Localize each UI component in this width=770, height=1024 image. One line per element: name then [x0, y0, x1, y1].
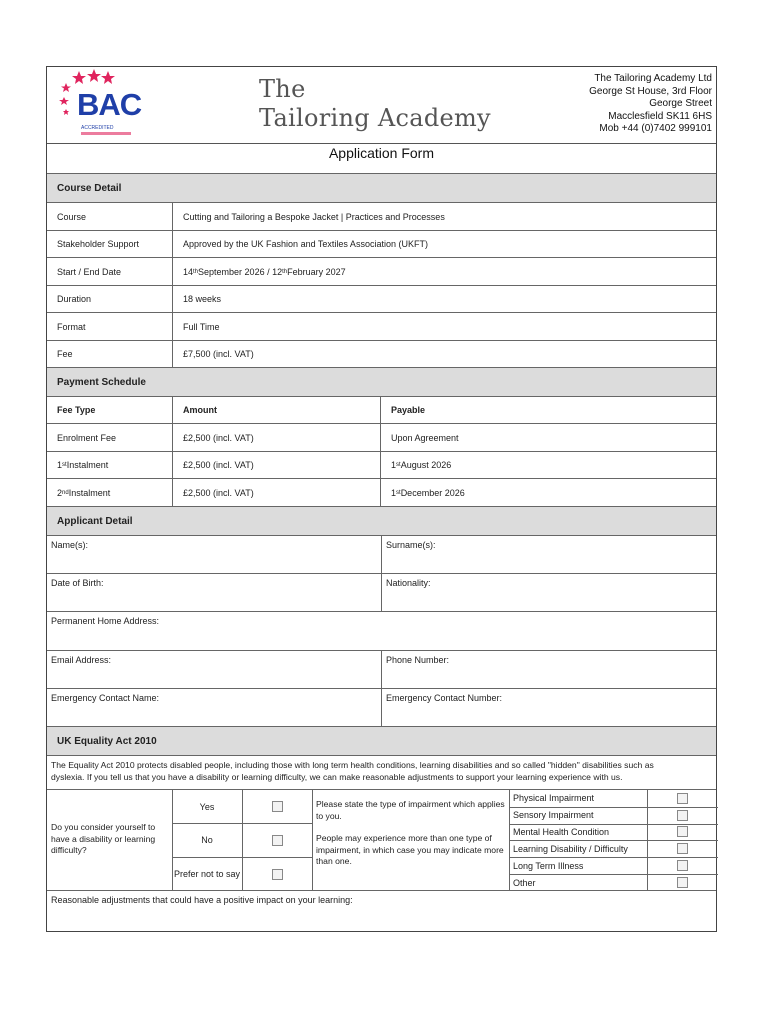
fee-type: [57, 479, 172, 506]
section-heading: Course Detail: [57, 182, 122, 194]
payment-row: [47, 424, 716, 452]
impairment-row: [509, 790, 718, 808]
course-row: [47, 203, 716, 231]
surnames-field[interactable]: Surname(s):: [386, 540, 436, 550]
section-course-detail: [47, 173, 716, 203]
col-header: Amount: [172, 397, 380, 423]
date-suffix: th: [193, 268, 199, 275]
impairment-label: Mental Health Condition: [513, 826, 610, 837]
fee-type: [57, 452, 172, 478]
impairment-row: [509, 807, 718, 825]
academy-line1: The: [259, 75, 306, 103]
row-label: Format: [57, 321, 86, 332]
option-label: No: [201, 835, 213, 845]
date-part: 14: [183, 266, 194, 277]
names-field[interactable]: Name(s):: [51, 540, 89, 550]
fee-type-text: Instalment: [66, 460, 109, 470]
fee-amount: £2,500 (incl. VAT): [172, 479, 380, 506]
academy-logo-text: [259, 75, 491, 133]
section-equality-act: [47, 727, 716, 756]
equality-intro: [47, 756, 716, 790]
form-header: [47, 67, 716, 144]
row-label: Course: [57, 211, 87, 222]
learning-checkbox[interactable]: [677, 843, 688, 854]
physical-checkbox[interactable]: [677, 793, 688, 804]
option-row: [172, 823, 312, 858]
impairment-label: Long Term Illness: [513, 860, 584, 871]
yes-checkbox[interactable]: [272, 801, 283, 812]
fee-amount: £2,500 (incl. VAT): [172, 424, 380, 451]
intro-text-line: dyslexia. If you tell us that you have a disability or learning difficulty, we can make reasonable adjustments to support your learning experience with us.: [51, 772, 623, 782]
email-field[interactable]: Email Address:: [51, 655, 112, 665]
row-label: Fee: [57, 349, 73, 359]
other-checkbox[interactable]: [677, 877, 688, 888]
bac-logo-text: BAC: [77, 87, 142, 122]
bac-logo-bar: [81, 132, 131, 135]
address-line: Mob +44 (0)7402 999101: [599, 123, 712, 135]
address-line: George Street: [649, 98, 712, 110]
impairment-row: [509, 824, 718, 842]
nationality-field[interactable]: Nationality:: [386, 578, 431, 588]
applicant-row: [47, 536, 716, 574]
course-row: [47, 231, 716, 258]
adjustments-field[interactable]: Reasonable adjustments that could have a positive impact on your learning:: [51, 895, 353, 905]
ordinal-suffix: st: [396, 462, 401, 468]
emergency-name-field[interactable]: Emergency Contact Name:: [51, 693, 160, 703]
row-label: Start / End Date: [57, 266, 122, 277]
ordinal: 2: [57, 487, 63, 498]
impairment-label: Other: [513, 877, 536, 888]
form-title: Application Form: [328, 145, 435, 161]
col-header: Fee Type: [57, 405, 96, 415]
impairment-row: [509, 840, 718, 858]
home-address-field[interactable]: Permanent Home Address:: [51, 616, 160, 626]
impairment-row: [509, 857, 718, 875]
prefer-not-checkbox[interactable]: [272, 869, 283, 880]
course-row: [47, 313, 716, 341]
ordinal-suffix: st: [62, 462, 67, 468]
applicant-row: [47, 689, 716, 727]
row-label: Duration: [57, 294, 92, 304]
dob-field[interactable]: Date of Birth:: [51, 578, 104, 588]
course-row: [47, 341, 716, 368]
disability-question: Do you consider yourself to have a disability or learning difficulty?: [51, 822, 156, 855]
disability-options: [172, 790, 312, 890]
col-header: Payable: [380, 397, 425, 423]
section-heading: Payment Schedule: [57, 376, 146, 388]
address-line: George St House, 3rd Floor: [589, 85, 712, 97]
address-line: Macclesfield SK11 6HS: [608, 110, 712, 122]
address-line: The Tailoring Academy Ltd: [594, 73, 712, 84]
course-row: [47, 258, 716, 286]
payment-row: [47, 479, 716, 507]
sensory-checkbox[interactable]: [677, 810, 688, 821]
fee-payable: Upon Agreement: [380, 424, 459, 451]
impairment-instruction: People may experience more than one type of impairment, in which case you may indicate more than one.: [316, 833, 504, 866]
payment-row: [47, 452, 716, 479]
date-suffix: th: [282, 268, 288, 275]
date-part: February 2027: [287, 266, 346, 277]
bac-logo-subtext: ACCREDITED: [81, 125, 114, 131]
row-value: £7,500 (incl. VAT): [172, 341, 254, 367]
impairment-instruction: Please state the type of impairment which applies to you.: [316, 799, 505, 821]
ordinal: 1: [391, 460, 397, 470]
row-value: Approved by the UK Fashion and Textiles Association (UKFT): [172, 231, 428, 257]
disability-question-block: [47, 790, 716, 891]
fee-payable: [380, 479, 465, 506]
intro-text-line: The Equality Act 2010 protects disabled people, including those with long term health conditions, learning disabilities and so called "hidden" disabilities such as: [51, 760, 654, 770]
course-row: [47, 286, 716, 313]
ordinal-suffix: st: [396, 489, 401, 496]
fee-amount: £2,500 (incl. VAT): [172, 452, 380, 478]
row-value: Cutting and Tailoring a Bespoke Jacket | Practices and Processes: [172, 203, 445, 230]
impairment-label: Sensory Impairment: [513, 810, 594, 821]
emergency-number-field[interactable]: Emergency Contact Number:: [386, 693, 503, 703]
long-term-illness-checkbox[interactable]: [677, 860, 688, 871]
impairment-list: [509, 790, 718, 890]
section-heading: UK Equality Act 2010: [57, 735, 157, 747]
option-label: Yes: [199, 801, 215, 812]
fee-type: Enrolment Fee: [57, 432, 117, 443]
ordinal-suffix: nd: [62, 489, 69, 496]
payable-text: December 2026: [400, 487, 465, 498]
date-part: September 2026 / 12: [198, 266, 283, 277]
payment-header-row: [47, 397, 716, 424]
fee-payable: [380, 452, 451, 478]
row-label: Stakeholder Support: [57, 239, 140, 249]
row-value: [172, 258, 346, 285]
applicant-row: [47, 651, 716, 689]
adjustments-row: [47, 891, 716, 931]
academy-line2: Tailoring Academy: [259, 104, 491, 132]
fee-type-text: Instalment: [68, 487, 111, 498]
phone-field[interactable]: Phone Number:: [386, 655, 450, 665]
ordinal: 1: [57, 460, 63, 470]
no-checkbox[interactable]: [272, 835, 283, 846]
applicant-row: [47, 574, 716, 612]
section-applicant-detail: [47, 507, 716, 536]
ordinal: 1: [391, 487, 397, 498]
payable-text: August 2026: [400, 460, 452, 470]
row-value: Full Time: [172, 313, 220, 340]
applicant-row: [47, 612, 716, 651]
section-heading: Applicant Detail: [57, 515, 133, 527]
mental-health-checkbox[interactable]: [677, 826, 688, 837]
option-row: [172, 790, 312, 824]
company-address: [589, 73, 712, 136]
application-form: [46, 66, 717, 932]
bac-logo: [53, 67, 165, 143]
option-row: [172, 857, 312, 891]
section-payment-schedule: [47, 368, 716, 397]
row-value: 18 weeks: [172, 286, 221, 312]
impairment-label: Physical Impairment: [513, 793, 595, 804]
option-label: Prefer not to say: [173, 869, 241, 879]
impairment-row: [509, 874, 718, 891]
impairment-label: Learning Disability / Difficulty: [513, 843, 628, 854]
